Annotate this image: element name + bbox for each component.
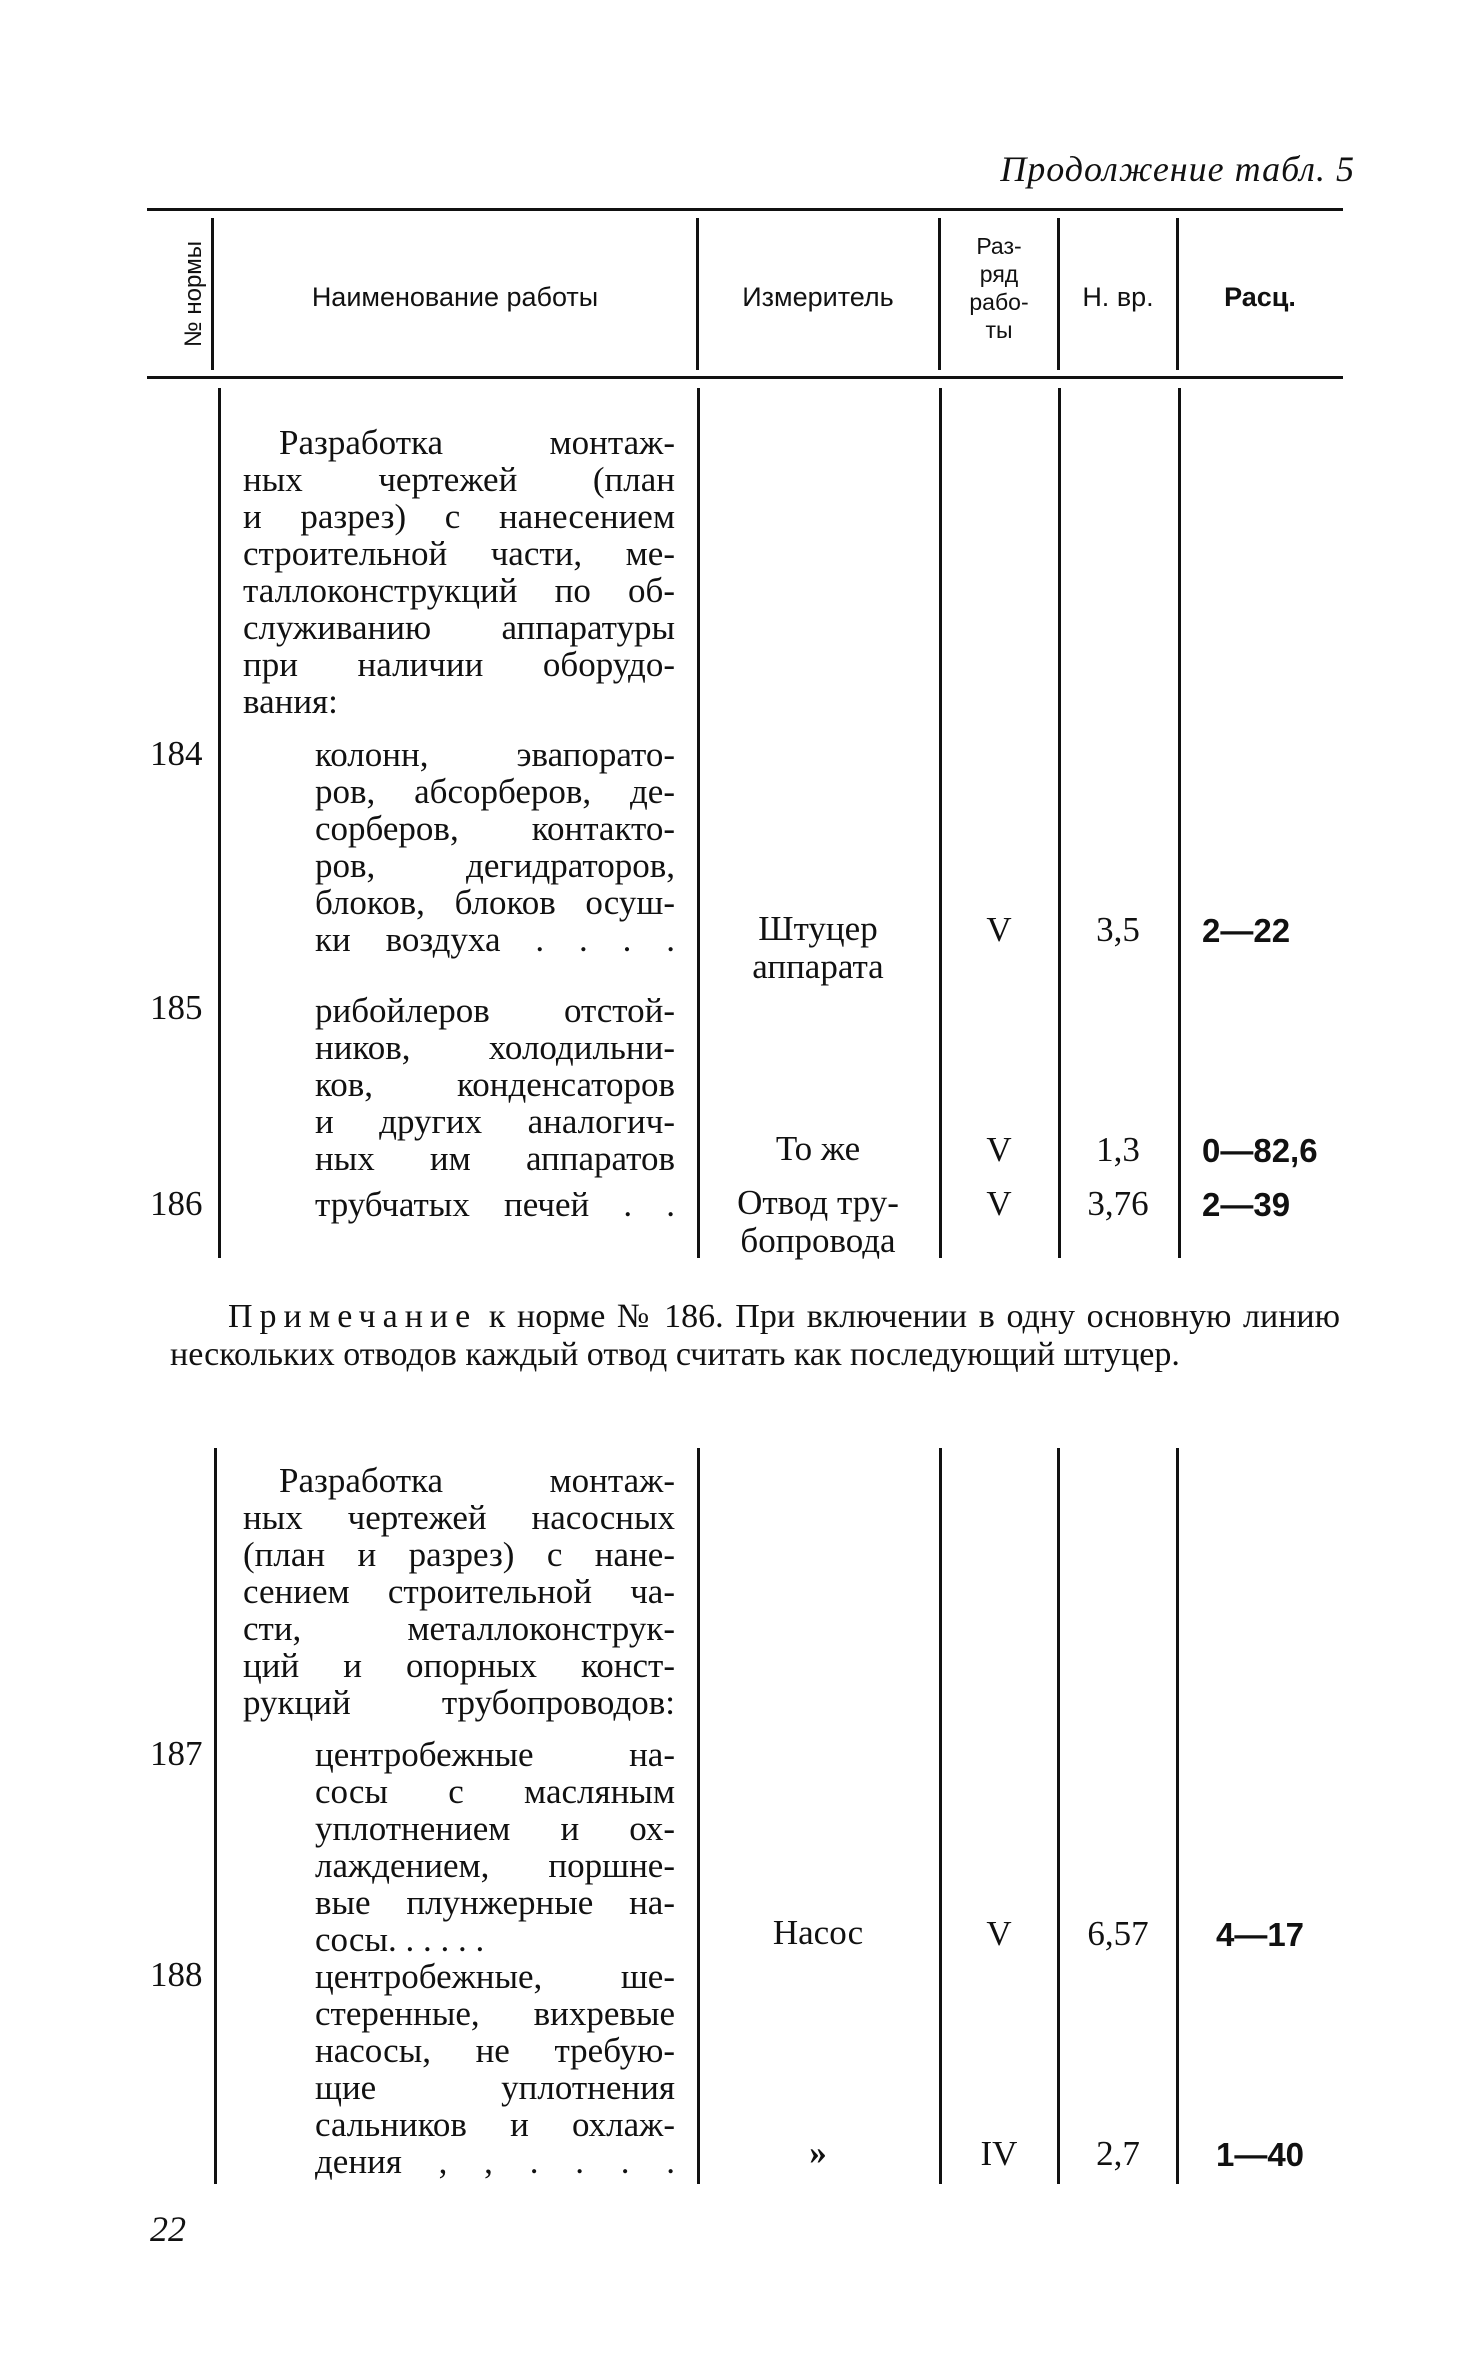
row-187-description — [315, 1736, 675, 1958]
table1-divider-3 — [939, 388, 942, 1258]
description-line: и других аналогич- — [315, 1102, 675, 1141]
table-continuation-caption: Продолжение табл. 5 — [1000, 149, 1355, 189]
description-line: вые плунжерные на- — [315, 1883, 675, 1922]
description-line: ров, дегидраторов, — [315, 846, 675, 885]
table2-intro-line: сением строительной ча- — [243, 1572, 675, 1611]
row-186-rate: 2—39 — [1202, 1186, 1291, 1223]
row-184-rate: 2—22 — [1202, 912, 1291, 949]
row-184-unit: Штуцер аппарата — [752, 909, 884, 986]
table1-intro-line: ных чертежей (план — [243, 460, 675, 499]
header-grade: Раз- ряд рабо- ты — [969, 233, 1029, 343]
row-188-grade: IV — [980, 2134, 1018, 2173]
row-188-rate: 1—40 — [1215, 2136, 1305, 2173]
norm-number-184: 184 — [150, 734, 203, 773]
description-line: сальников и охлаж- — [315, 2105, 675, 2144]
table1-intro-line: при наличии оборудо- — [243, 645, 675, 684]
table1-intro-line: вания: — [243, 682, 338, 721]
row-187-grade: V — [986, 1914, 1012, 1953]
table1-intro-line: строительной части, ме- — [243, 534, 675, 573]
header-divider-5 — [1176, 218, 1179, 370]
header-rate: Расц. — [1224, 282, 1296, 312]
note-paragraph — [170, 1298, 1340, 1374]
description-line: ников, холодильни- — [315, 1028, 675, 1067]
table2-divider-2 — [697, 1448, 700, 2184]
description-line: лаждением, поршне- — [315, 1846, 675, 1885]
page-number: 22 — [150, 2209, 186, 2249]
row-187-time-norm: 6,57 — [1087, 1914, 1149, 1953]
norm-number-188: 188 — [150, 1955, 203, 1994]
row-184-time-norm: 3,5 — [1096, 910, 1140, 949]
table2-divider-5 — [1176, 1448, 1179, 2184]
table1-intro-line: и разрез) с нанесением — [243, 497, 675, 536]
row-185-description — [315, 992, 675, 1177]
description-line: центробежные, ше- — [315, 1957, 675, 1996]
table2-intro-line: ных чертежей насосных — [243, 1498, 675, 1537]
table2-intro — [243, 1462, 675, 1721]
header-divider-3 — [938, 218, 941, 370]
header-divider-4 — [1057, 218, 1060, 370]
table1-intro-line: таллоконструкций по об- — [243, 571, 675, 610]
table2-intro-line: ций и опорных конст- — [243, 1646, 675, 1685]
table1-divider-4 — [1058, 388, 1061, 1258]
norm-number-185: 185 — [150, 988, 203, 1027]
table1-intro-line: служиванию аппаратуры — [243, 608, 675, 647]
description-line: центробежные на- — [315, 1735, 675, 1774]
table2-intro-line: сти, металлоконструк- — [243, 1609, 675, 1648]
header-time-norm: Н. вр. — [1082, 282, 1154, 312]
note-text: к норме № 186. При включении в одну основную линию нескольких отводов каждый отвод считать как последующий штуцер. — [170, 1298, 1340, 1373]
note-lead: Примечание — [228, 1298, 478, 1335]
description-line: щие уплотнения — [315, 2068, 675, 2107]
header-divider-1 — [211, 218, 214, 370]
row-186-unit: Отвод тру- бопровода — [737, 1183, 899, 1260]
row-185-grade: V — [986, 1130, 1012, 1169]
table2-intro-line: (план и разрез) с нане- — [243, 1535, 675, 1574]
table2-divider-1 — [214, 1448, 217, 2184]
table1-intro-line: Разработка монтаж- — [279, 423, 675, 462]
row-188-description — [315, 1958, 675, 2180]
table2-divider-4 — [1057, 1448, 1060, 2184]
description-line: трубчатых печей . . — [315, 1185, 675, 1224]
description-line: рибойлеров отстой- — [315, 991, 675, 1030]
row-187-rate: 4—17 — [1215, 1916, 1305, 1953]
description-line: сосы с масляным — [315, 1772, 675, 1811]
row-186-grade: V — [986, 1184, 1012, 1223]
description-line: стеренные, вихревые — [315, 1994, 675, 2033]
row-184-description — [315, 736, 675, 958]
row-184-grade: V — [986, 910, 1012, 949]
header-divider-2 — [696, 218, 699, 370]
row-185-time-norm: 1,3 — [1096, 1130, 1140, 1169]
description-line: уплотнением и ох- — [315, 1809, 675, 1848]
description-line: колонн, эвапорато- — [315, 735, 675, 774]
table1-divider-5 — [1178, 388, 1181, 1258]
norm-number-186: 186 — [150, 1184, 203, 1223]
header-unit: Измеритель — [742, 282, 894, 312]
description-line: блоков, блоков осуш- — [315, 883, 675, 922]
header-bottom-rule — [147, 376, 1343, 379]
header-top-rule — [147, 208, 1343, 211]
row-186-description — [315, 1186, 675, 1223]
description-line: дения , , . . . . — [315, 2142, 675, 2181]
row-185-rate: 0—82,6 — [1202, 1132, 1318, 1169]
row-185-unit: То же — [775, 1129, 861, 1168]
description-line: ков, конденсаторов — [315, 1065, 675, 1104]
description-line: ных им аппаратов — [315, 1139, 675, 1178]
table2-divider-3 — [939, 1448, 942, 2184]
row-187-unit: Насос — [772, 1913, 864, 1952]
description-line: сорберов, контакто- — [315, 809, 675, 848]
description-line: ки воздуха . . . . — [315, 920, 675, 959]
description-line: насосы, не требую- — [315, 2031, 675, 2070]
row-186-time-norm: 3,76 — [1087, 1184, 1149, 1223]
table1-intro — [243, 424, 675, 720]
header-norm-number: № нормы — [180, 240, 207, 348]
table1-divider-1 — [218, 388, 221, 1258]
row-188-unit: » — [809, 2133, 827, 2172]
header-work-name: Наименование работы — [311, 282, 599, 312]
table2-intro-line: Разработка монтаж- — [279, 1461, 675, 1500]
norm-number-187: 187 — [150, 1734, 203, 1773]
description-line: ров, абсорберов, де- — [315, 772, 675, 811]
description-line: сосы. . . . . . — [315, 1920, 485, 1959]
table2-intro-line: рукций трубопроводов: — [243, 1683, 675, 1722]
row-188-time-norm: 2,7 — [1096, 2134, 1140, 2173]
table1-divider-2 — [697, 388, 700, 1258]
